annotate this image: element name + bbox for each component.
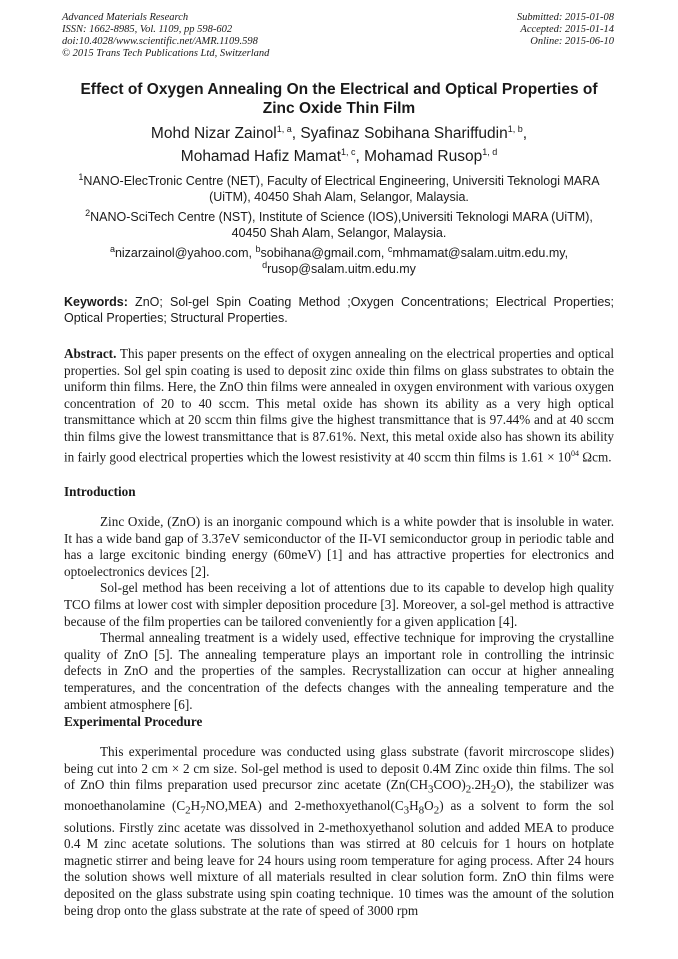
text-run: H	[190, 798, 201, 814]
subscript: 3	[428, 783, 434, 796]
author-1-affil: 1, a	[276, 123, 292, 134]
email-marker: a	[109, 243, 115, 254]
email-line-2	[40, 261, 638, 277]
affiliation-2-line-2: 40450 Shah Alam, Selangor, Malaysia.	[231, 226, 447, 240]
affiliation-1-marker: 1	[78, 171, 84, 182]
text-run: NO,MEA) and 2-methoxyethanol(C	[205, 798, 404, 814]
journal-info	[62, 12, 269, 60]
abstract-text: This paper presents on the effect of oxygen annealing on the electrical properties and optical properties. Sol gel spin coating is used to deposit zinc oxide thin films on glass substrates to obtain the uniform thin films. Here, the ZnO thin films were annealed in oxygen environment with various oxygen concentration of 20 to 40 sccm. This metal oxide has shown its ability as a very high optical transmittance which at 20 sccm thin films give the highest transmittance that is 97.44% and at 40 sccm thin films give the lowest transmittance that is 87.61%. Next, this metal oxide also has shown its ability in fairly good electrical properties which the lowest resistivity at 40 sccm thin films is 1.61 × 10	[64, 346, 614, 464]
subscript: 2	[490, 783, 497, 796]
author-line-2	[40, 145, 638, 168]
text-run: This experimental procedure was conducted using glass substrate (favorit mircroscope slides) being cut into 2 cm × 2 cm size. Sol-gel method is used to deposit 0.4M Zinc oxide thin films. The sol of ZnO thin films preparation used precursor zinc acetate (Zn(CH	[64, 744, 614, 793]
journal-name: Advanced Materials Research	[62, 12, 189, 23]
abstract-unit: Ωcm.	[579, 448, 612, 464]
author-separator: ,	[522, 125, 528, 142]
introduction-paragraph: Zinc Oxide, (ZnO) is an inorganic compound which is a white powder that is insoluble in water. It has a wide band gap of 3.37eV semiconductor of the II-VI semiconductor group in periodic table and has a large excitonic binding energy (60meV) [1] and has attractive properties for electronics and optoelectronics devices [2].	[64, 514, 614, 579]
author-line-1	[40, 122, 638, 145]
title-line-1: Effect of Oxygen Annealing On the Electrical and Optical Properties of	[80, 81, 598, 98]
author-4-affil: 1, d	[482, 146, 498, 157]
author-3: Mohamad Hafiz Mamat	[180, 148, 342, 165]
introduction-body	[64, 514, 614, 713]
affiliation-2	[40, 209, 638, 241]
text-run: .2H	[471, 777, 491, 793]
accepted-date: Accepted: 2015-01-14	[520, 24, 614, 35]
author-emails	[40, 245, 638, 277]
abstract-label: Abstract.	[64, 346, 117, 361]
author-2: Syafinaz Sobihana Shariffudin	[300, 125, 508, 142]
paper-title	[40, 80, 638, 118]
keywords-text: ZnO; Sol-gel Spin Coating Method ;Oxygen Concentrations; Electrical Properties; Optical Properties; Structural Properties.	[64, 295, 614, 325]
author-list	[40, 122, 638, 168]
subscript: 7	[200, 805, 206, 818]
abstract	[64, 346, 614, 466]
subscript: 2	[185, 805, 191, 818]
email-marker: c	[387, 243, 393, 254]
text-run: ) as a solvent to form the sol solutions. Firstly zinc acetate was dissolved in 2-methoxyethanol solution and added MEA to produce 0.4 M zinc acetate solutions. The solutions than was stirred at 80 celcuis for 1 hours on hotplate magnetic stirrer and being leave for 24 hours using room temperature for aging process. After 24 hours the solution shows well mixture of all materials resulted in clear solution form. ZnO thin films were deposited on the glass substrate using spin coating technique. 10 times was the amount of the solution being drop onto the glass substrate at the rate of speed of 3000 rpm	[64, 798, 615, 918]
affiliation-2-text: NANO-SciTech Centre (NST), Institute of Science (IOS),Universiti Teknologi MARA (UiTM),	[90, 210, 593, 224]
experimental-paragraph	[64, 744, 614, 919]
email-marker: d	[262, 259, 268, 270]
email-line-1	[40, 245, 638, 261]
author-separator: ,	[291, 125, 301, 142]
submitted-date: Submitted: 2015-01-08	[516, 12, 614, 23]
affiliation-1-line-2: (UiTM), 40450 Shah Alam, Selangor, Malaysia.	[209, 190, 469, 204]
author-4: Mohamad Rusop	[364, 148, 483, 165]
issn-line: ISSN: 1662-8985, Vol. 1109, pp 598-602	[62, 24, 233, 35]
email-c[interactable]: mhmamat@salam.uitm.edu.my,	[392, 246, 569, 260]
affiliation-2-line-1	[40, 209, 638, 225]
text-run: H	[409, 798, 419, 814]
introduction-paragraph: Thermal annealing treatment is a widely used, effective technique for improving the crystalline quality of ZnO [5]. The annealing temperature plays an important role in controlling the intrinsic defects in ZnO and the properties of the samples. Recrystallization can occur at higher annealing temperatures, and the concentration of the defects changes with the annealing temperature and the ambient atmosphere [6].	[64, 630, 614, 712]
affiliation-1	[40, 173, 638, 205]
online-date: Online: 2015-06-10	[530, 36, 614, 47]
abstract-exponent: 04	[571, 448, 579, 458]
title-line-2: Zinc Oxide Thin Film	[262, 100, 416, 117]
copyright-line: © 2015 Trans Tech Publications Ltd, Switzerland	[62, 48, 270, 59]
text-run: COO)	[433, 777, 466, 793]
affiliation-1-line-1	[40, 173, 638, 189]
introduction-paragraph: Sol-gel method has been receiving a lot of attentions due to its capable to develop high quality TCO films at lower cost with simpler deposition procedure [3]. Moreover, a sol-gel method is attractive because of the film properties can be tailored conveniently for a given application [4].	[64, 580, 614, 629]
author-2-affil: 1, b	[507, 123, 523, 134]
subscript: 3	[403, 805, 410, 818]
affiliation-2-marker: 2	[85, 207, 91, 218]
doi-line: doi:10.4028/www.scientific.net/AMR.1109.598	[62, 36, 258, 47]
subscript: 2	[465, 783, 472, 796]
keywords	[64, 294, 614, 326]
submission-dates	[517, 12, 614, 48]
introduction-heading: Introduction	[64, 484, 136, 499]
subscript: 2	[433, 805, 440, 818]
author-1: Mohd Nizar Zainol	[150, 125, 277, 142]
email-a[interactable]: nizarzainol@yahoo.com,	[114, 246, 256, 260]
author-separator: ,	[355, 148, 365, 165]
experimental-heading: Experimental Procedure	[64, 714, 203, 729]
subscript: 8	[418, 805, 425, 818]
experimental-body	[64, 744, 614, 919]
text-run: O), the stabilizer was monoethanolamine (C	[64, 777, 614, 814]
email-marker: b	[255, 243, 261, 254]
keywords-label: Keywords:	[64, 295, 128, 309]
email-b[interactable]: sobihana@gmail.com,	[260, 246, 388, 260]
affiliation-1-text: NANO-ElecTronic Centre (NET), Faculty of Electrical Engineering, Universiti Teknologi MARA	[83, 174, 600, 188]
email-d[interactable]: rusop@salam.uitm.edu.my	[267, 262, 416, 276]
author-3-affil: 1, c	[341, 146, 356, 157]
text-run: O	[424, 798, 434, 814]
